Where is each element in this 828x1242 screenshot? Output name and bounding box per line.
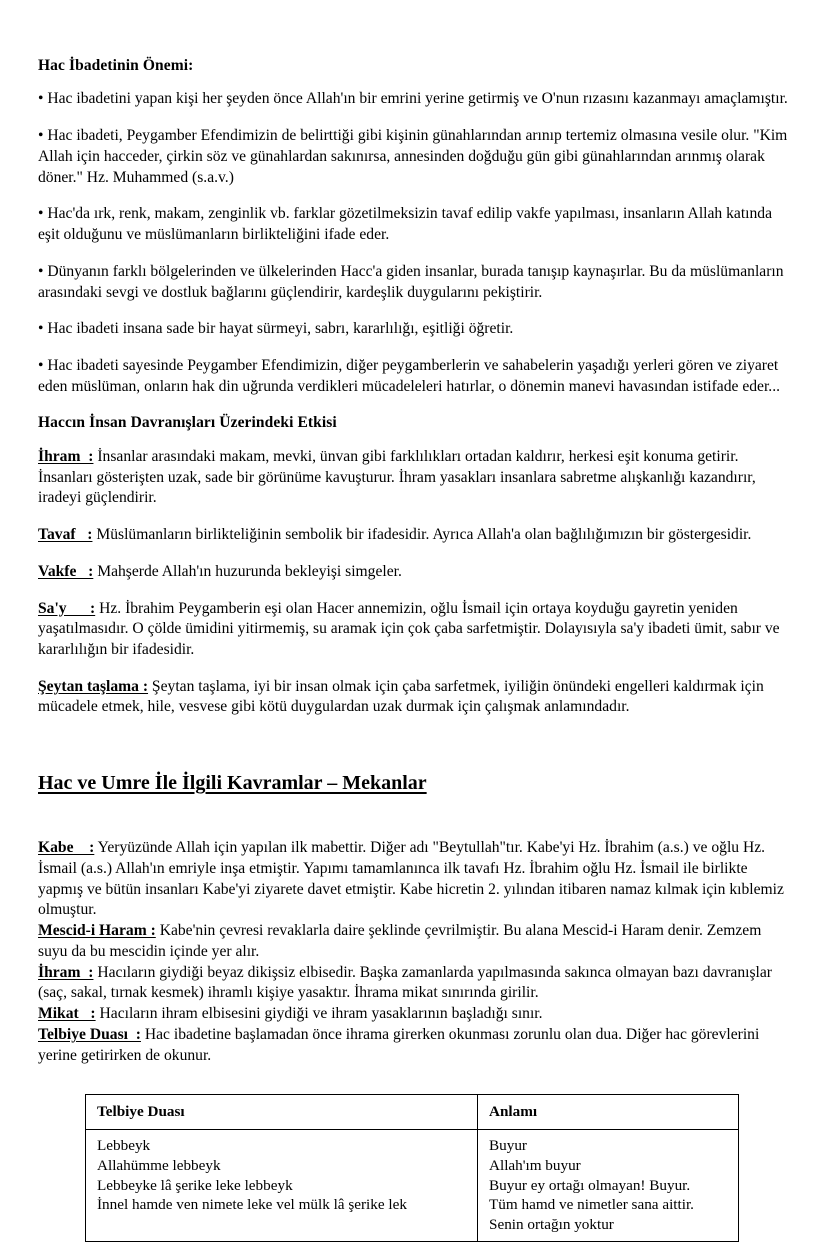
- definition-text: Müslümanların birlikteliğinin sembolik bir ifadesidir. Ayrıca Allah'a olan bağlılığımızın bir göstergesidir.: [92, 526, 752, 544]
- section-heading-davranis: Haccın İnsan Davranışları Üzerindeki Etkisi: [38, 414, 337, 432]
- telbiye-line: Allahümme lebbeyk: [97, 1156, 221, 1174]
- anlami-line: Senin ortağın yoktur: [489, 1216, 614, 1233]
- table-header-anlami: Anlamı: [478, 1095, 739, 1130]
- definition-text: Yeryüzünde Allah için yapılan ilk mabettir. Diğer adı "Beytullah"tır. Kabe'yi Hz. İbrahim (a.s.) ve oğlu Hz. İsmail (a.s.) Allah'ın emriyle inşa etmiştir. Yapımı tamamlanınca ilk tavafı Hz. İbrahim oğlu Hz. İsmail ile birlikte yapmış ve bütün insanları Kabe'yi ziyarete davet etmiştir. Kabe hicretin 2. yılından itibaren namaz kılmak için kıblemiz olmuştur.: [38, 839, 784, 919]
- major-heading-wrap: [38, 744, 790, 818]
- definition-item: [38, 677, 790, 718]
- table-cell-anlami: [478, 1130, 739, 1242]
- anlami-line: Tüm hamd ve nimetler sana aittir.: [489, 1196, 694, 1214]
- anlami-line: Buyur ey ortağı olmayan! Buyur.: [489, 1176, 691, 1194]
- definition-item: [38, 447, 790, 509]
- definition-item: [38, 838, 790, 921]
- definition-item: [38, 1004, 790, 1025]
- definition-term: Telbiye Duası :: [38, 1025, 141, 1043]
- telbiye-line: Lebbeyke lâ şerike leke lebbeyk: [97, 1176, 293, 1194]
- definition-term: Mikat :: [38, 1005, 96, 1023]
- definition-text: Şeytan taşlama, iyi bir insan olmak için çaba sarfetmek, iyiliğin önündeki engelleri kaldırmak için mücadele etmek, hile, vesvese gibi kötü duygulardan uzak durmak için çalışmak anlamındadır.: [38, 677, 764, 716]
- telbiye-table: [85, 1094, 739, 1242]
- definition-term: İhram :: [38, 447, 94, 465]
- bullet-item: • Hac ibadeti, Peygamber Efendimizin de belirttiği gibi kişinin günahlarından arınıp tertemiz olmasına vesile olur. "Kim Allah için hacceder, çirkin söz ve günahlardan sakınırsa, annesinden doğduğu gün gibi günahlarından arınmış olarak döner." Hz. Muhammed (s.a.v.): [38, 127, 788, 186]
- table-header-telbiye: Telbiye Duası: [86, 1095, 478, 1130]
- definition-item: [38, 1025, 790, 1066]
- definition-item: [38, 963, 790, 1004]
- telbiye-line: İnnel hamde ven nimete leke vel mülk lâ şerike lek: [97, 1196, 407, 1214]
- table-row: [86, 1130, 739, 1242]
- bullet-item: • Hac ibadeti insana sade bir hayat sürmeyi, sabrı, kararlılığı, eşitliği öğretir.: [38, 320, 514, 338]
- definition-text: Hacıların giydiği beyaz dikişsiz elbisedir. Başka zamanlarda yapılmasında sakınca olmayan bazı davranışlar (saç, sakal, tırnak kesmek) ihramlı kişiye yasaktır. İhrama mikat sınırında girilir.: [38, 963, 772, 1002]
- definition-item: [38, 562, 790, 583]
- definition-term: Vakfe :: [38, 562, 94, 580]
- definition-term: Sa'y :: [38, 599, 96, 617]
- bullet-item: • Hac ibadeti sayesinde Peygamber Efendimizin, diğer peygamberlerin ve sahabelerin yaşadığı yerleri gören ve ziyaret eden müslüman, onların hak din uğrunda verdikleri mücadeleleri hatırlar, o dönemin manevi havasından istifade eder...: [38, 356, 781, 395]
- anlami-line: Buyur: [489, 1137, 527, 1154]
- definition-term: Mescid-i Haram :: [38, 922, 156, 940]
- bullet-item: • Hac ibadetini yapan kişi her şeyden önce Allah'ın bir emrini yerine getirmiş ve O'nun rızasını kazanmayı amaçlamıştır.: [38, 90, 788, 108]
- definition-text: Mahşerde Allah'ın huzurunda bekleyişi simgeler.: [93, 562, 402, 580]
- definition-term: Şeytan taşlama :: [38, 677, 149, 695]
- definition-text: İnsanlar arasındaki makam, mevki, ünvan gibi farklılıkları ortadan kaldırır, herkesi eşit konuma getirir. İnsanları gösterişten uzak, sade bir görünüme kavuşturur. İhram yasakları insanlara sabretme alışkanlığı kazandırır, iradeyi güçlendirir.: [38, 447, 756, 507]
- bullet-item: • Dünyanın farklı bölgelerinden ve ülkelerinden Hacc'a giden insanlar, burada tanışıp kaynaşırlar. Bu da müslümanların arasındaki sevgi ve dostluk bağlarını güçlendirir, kardeşlik duygularını pekiştirir.: [38, 262, 784, 301]
- telbiye-line: Lebbeyk: [97, 1137, 151, 1154]
- definition-item: [38, 921, 790, 962]
- bullet-item: • Hac'da ırk, renk, makam, zenginlik vb. farklar gözetilmeksizin tavaf edilip vakfe yapılması, insanların Allah katında eşit olduğunu ve müslümanların birlikteliğini ifade eder.: [38, 205, 773, 244]
- major-heading-kavramlar: Hac ve Umre İle İlgili Kavramlar – Mekanlar: [38, 772, 427, 795]
- anlami-line: Allah'ım buyur: [489, 1156, 581, 1174]
- table-header-row: [86, 1095, 739, 1130]
- definition-term: Kabe :: [38, 839, 95, 857]
- definition-text: Hz. İbrahim Peygamberin eşi olan Hacer annemizin, oğlu İsmail için ortaya koyduğu gayretin yeniden yaşatılmasıdır. O çölde ümidini yitirmemiş, su aramak için çok çaba sarfetmiştir. Dolayısıyla sa'y ibadeti ümit, sabır ve kararlılığın bir ifadesidir.: [38, 599, 780, 658]
- definition-item: [38, 599, 790, 661]
- definition-text: Hac ibadetine başlamadan önce ihrama girerken okunması zorunlu olan dua. Diğer hac görevlerini yerine getirirken de okunur.: [38, 1025, 760, 1064]
- definition-text: Hacıların ihram elbisesini giydiği ve ihram yasaklarının başladığı sınır.: [95, 1005, 543, 1023]
- definition-item: [38, 525, 790, 546]
- telbiye-table-wrap: [85, 1094, 738, 1242]
- section-heading-onem: Hac İbadetinin Önemi:: [38, 57, 194, 74]
- definition-term: Tavaf :: [38, 526, 93, 544]
- table-cell-telbiye: [86, 1130, 478, 1242]
- definition-text: Kabe'nin çevresi revaklarla daire şeklinde çevrilmiştir. Bu alana Mescid-i Haram denir. Zemzem suyu da bu mescidin içinde yer alır.: [38, 922, 762, 960]
- definition-term: İhram :: [38, 963, 94, 981]
